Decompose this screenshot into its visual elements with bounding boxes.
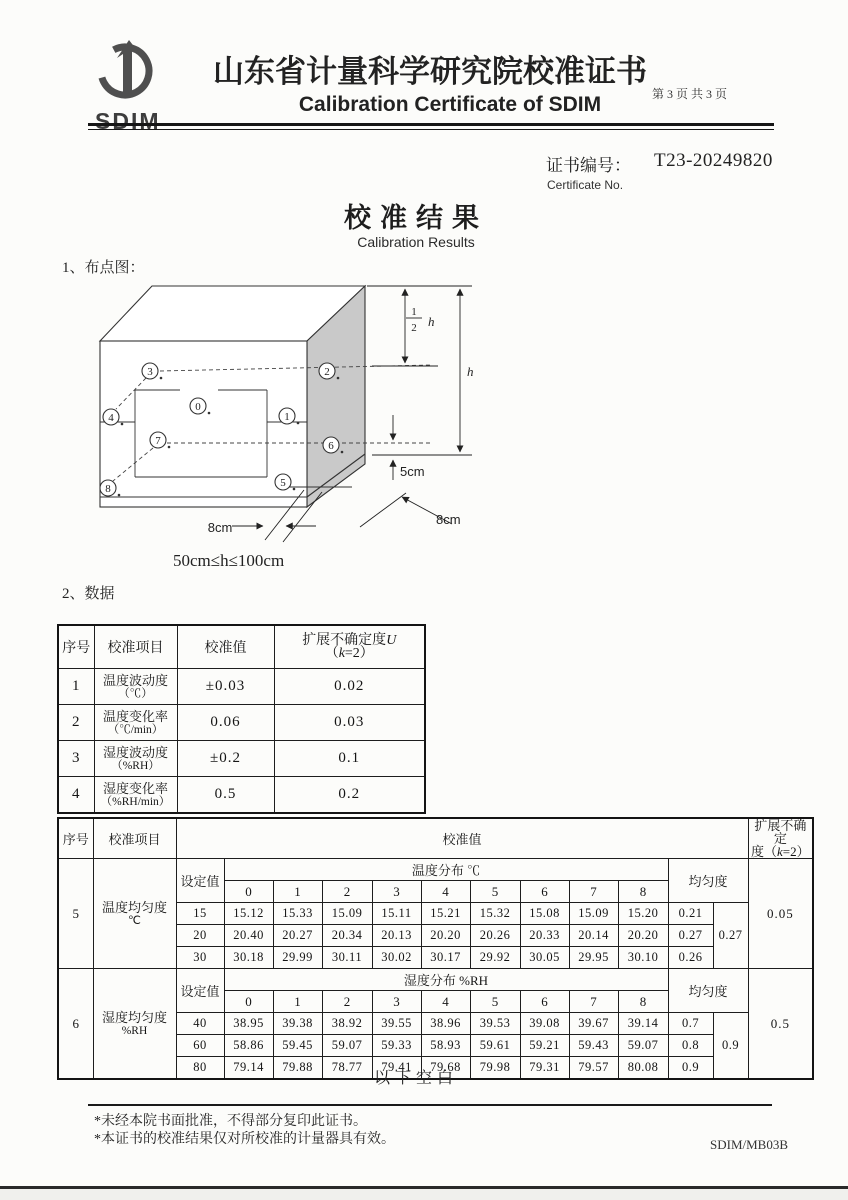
data-cell: 15.09 [569,903,618,925]
data-cell: 15.20 [618,903,668,925]
value-cell: ±0.03 [177,669,274,705]
setpoint-cell: 60 [176,1035,224,1057]
value-cell: 0.5 [177,777,274,814]
item-cell: 温度均匀度 ℃ [93,859,176,969]
data-cell: 79.57 [569,1057,618,1080]
svg-text:4: 4 [108,412,114,424]
point-col: 4 [421,991,470,1013]
col-header-seq: 序号 [58,625,94,669]
data-cell: 29.95 [569,947,618,969]
data-cell: 30.05 [520,947,569,969]
uniformity-cell: 0.8 [668,1035,713,1057]
data-cell: 38.96 [421,1013,470,1035]
uniformity-cell: 0.9 [668,1057,713,1080]
point-col: 0 [224,991,273,1013]
data-cell: 78.77 [322,1057,372,1080]
uncertainty-cell: 0.03 [274,705,425,741]
col-header-uncertainty: 扩展不确定度U （k=2） [274,625,425,669]
uncertainty-cell: 0.1 [274,741,425,777]
item-cell: 湿度变化率 （%RH/min） [94,777,177,814]
sdim-logo [95,40,175,135]
half-h-variable: h [428,314,435,329]
col-header-item: 校准项目 [94,625,177,669]
setpoint-cell: 40 [176,1013,224,1035]
certificate-no-label-en: Certificate No. [547,178,624,192]
point-col: 4 [421,881,470,903]
setpoint-cell: 30 [176,947,224,969]
point-col: 1 [273,881,322,903]
point-col: 2 [322,881,372,903]
block-header-row [58,969,813,991]
blank-below-note: 以下空白 [373,1070,458,1087]
seq-cell: 2 [58,705,94,741]
col-header-item: 校准项目 [93,818,176,859]
sdim-logo-icon [95,40,159,102]
point-col: 6 [520,881,569,903]
setpoint-header: 设定值 [176,859,224,903]
col-header-value: 校准值 [176,818,748,859]
data-cell: 20.13 [372,925,421,947]
dim-5cm-label: 5cm [400,464,425,479]
section2-label: 2、数据 [62,586,115,602]
svg-text:1: 1 [284,411,290,423]
svg-text:7: 7 [155,435,161,447]
uniformity-cell: 0.27 [668,925,713,947]
uniformity-cell: 0.7 [668,1013,713,1035]
table-row [58,669,425,705]
data-cell: 59.45 [273,1035,322,1057]
point-col: 2 [322,991,372,1013]
point-col: 8 [618,991,668,1013]
table-row [58,705,425,741]
data-cell: 59.07 [618,1035,668,1057]
certificate-title-en: Calibration Certificate of SDIM [298,93,602,116]
data-cell: 29.99 [273,947,322,969]
point-col: 5 [470,881,520,903]
data-cell: 30.11 [322,947,372,969]
data-cell: 30.10 [618,947,668,969]
data-cell: 39.14 [618,1013,668,1035]
point-col: 0 [224,881,273,903]
sdim-logo-text: SDIM [95,108,161,134]
data-cell: 59.07 [322,1035,372,1057]
setpoint-cell: 15 [176,903,224,925]
data-cell: 20.20 [618,925,668,947]
uniformity-cell: 0.21 [668,903,713,925]
col-header-value: 校准值 [177,625,274,669]
certificate-title-cn: 山东省计量科学研究院校准证书 [213,54,647,89]
height-constraint-label: 50cm≤h≤100cm [173,551,285,570]
table-row [58,777,425,814]
data-cell: 30.17 [421,947,470,969]
data-cell: 20.20 [421,925,470,947]
h-dimension-label: h [467,364,474,379]
chamber-box [100,286,365,507]
svg-text:0: 0 [195,401,201,413]
data-cell: 80.08 [618,1057,668,1080]
item-cell: 温度波动度 （℃） [94,669,177,705]
data-cell: 39.67 [569,1013,618,1035]
data-cell: 15.33 [273,903,322,925]
data-cell: 79.14 [224,1057,273,1080]
data-cell: 30.18 [224,947,273,969]
uncertainty-cell: 0.05 [748,859,813,969]
results-title-en: Calibration Results [357,234,475,250]
point-col: 3 [372,881,421,903]
data-cell: 59.61 [470,1035,520,1057]
half-h-numerator: 1 [411,306,417,318]
svg-text:5: 5 [280,477,286,489]
layout-diagram [60,274,500,584]
value-cell: 0.06 [177,705,274,741]
data-cell: 59.21 [520,1035,569,1057]
data-cell: 20.14 [569,925,618,947]
setpoint-header: 设定值 [176,969,224,1013]
footnote-1: *未经本院书面批准，不得部分复印此证书。 [94,1114,367,1129]
data-cell: 15.11 [372,903,421,925]
seq-cell: 5 [58,859,93,969]
table-header-row [58,818,813,859]
data-cell: 20.40 [224,925,273,947]
data-cell: 39.38 [273,1013,322,1035]
data-cell: 59.43 [569,1035,618,1057]
data-cell: 39.53 [470,1013,520,1035]
data-cell: 59.33 [372,1035,421,1057]
half-h-denominator: 2 [411,322,417,334]
dim-8cm-front-label: 8cm [207,520,233,535]
point-col: 6 [520,991,569,1013]
data-cell: 20.26 [470,925,520,947]
point-col: 1 [273,991,322,1013]
svg-text:8: 8 [105,483,111,495]
certificate-no-value: T23-20249820 [654,150,773,171]
uniformity-header: 均匀度 [668,859,748,903]
table-header-row [58,625,425,669]
data-cell: 58.93 [421,1035,470,1057]
data-cell: 58.86 [224,1035,273,1057]
footnote-2: *本证书的校准结果仅对所校准的计量器具有效。 [94,1132,395,1147]
data-cell: 30.02 [372,947,421,969]
scan-margin [0,1189,848,1200]
value-cell: ±0.2 [177,741,274,777]
summary-table [57,624,426,814]
seq-cell: 1 [58,669,94,705]
data-cell: 15.09 [322,903,372,925]
point-col: 3 [372,991,421,1013]
page-number: 第 3 页 共 3 页 [652,87,728,101]
distribution-header: 温度分布 ℃ [224,859,668,881]
point-col: 7 [569,991,618,1013]
results-title-cn: 校准结果 [344,203,488,233]
data-cell: 79.98 [470,1057,520,1080]
data-cell: 79.88 [273,1057,322,1080]
svg-text:2: 2 [324,366,330,378]
data-cell: 20.33 [520,925,569,947]
footer-rule [88,1104,772,1106]
seq-cell: 6 [58,969,93,1080]
uncertainty-cell: 0.02 [274,669,425,705]
section1-label: 1、布点图： [62,260,145,276]
overall-uniformity-cell: 0.27 [713,903,748,969]
overall-uniformity-cell: 0.9 [713,1013,748,1080]
header-rule [88,123,774,130]
svg-text:3: 3 [147,366,153,378]
item-cell: 温度变化率 （℃/min） [94,705,177,741]
block-header-row [58,859,813,881]
seq-cell: 3 [58,741,94,777]
setpoint-cell: 80 [176,1057,224,1080]
dim-8cm-side-label: 8cm [436,512,461,527]
data-cell: 79.31 [520,1057,569,1080]
data-cell: 38.92 [322,1013,372,1035]
setpoint-cell: 20 [176,925,224,947]
data-cell: 38.95 [224,1013,273,1035]
svg-text:6: 6 [328,440,334,452]
data-cell: 15.12 [224,903,273,925]
certificate-no-label: 证书编号： [546,156,631,175]
data-cell: 20.27 [273,925,322,947]
item-cell: 湿度均匀度 %RH [93,969,176,1080]
item-cell: 湿度波动度 （%RH） [94,741,177,777]
data-cell: 15.21 [421,903,470,925]
col-header-seq: 序号 [58,818,93,859]
point-col: 7 [569,881,618,903]
data-cell: 79.68 [421,1057,470,1080]
point-col: 5 [470,991,520,1013]
table-row [58,741,425,777]
data-cell: 39.08 [520,1013,569,1035]
data-cell: 15.08 [520,903,569,925]
uniformity-table [57,817,814,1080]
col-header-uncertainty: 扩展不确定 度（k=2） [748,818,813,859]
data-cell: 15.32 [470,903,520,925]
data-cell: 29.92 [470,947,520,969]
point-col: 8 [618,881,668,903]
form-code: SDIM/MB03B [710,1137,789,1152]
uncertainty-cell: 0.5 [748,969,813,1080]
uncertainty-cell: 0.2 [274,777,425,814]
uniformity-header: 均匀度 [668,969,748,1013]
data-cell: 20.34 [322,925,372,947]
data-cell: 39.55 [372,1013,421,1035]
uniformity-cell: 0.26 [668,947,713,969]
data-cell: 79.41 [372,1057,421,1080]
seq-cell: 4 [58,777,94,814]
distribution-header: 湿度分布 %RH [224,969,668,991]
